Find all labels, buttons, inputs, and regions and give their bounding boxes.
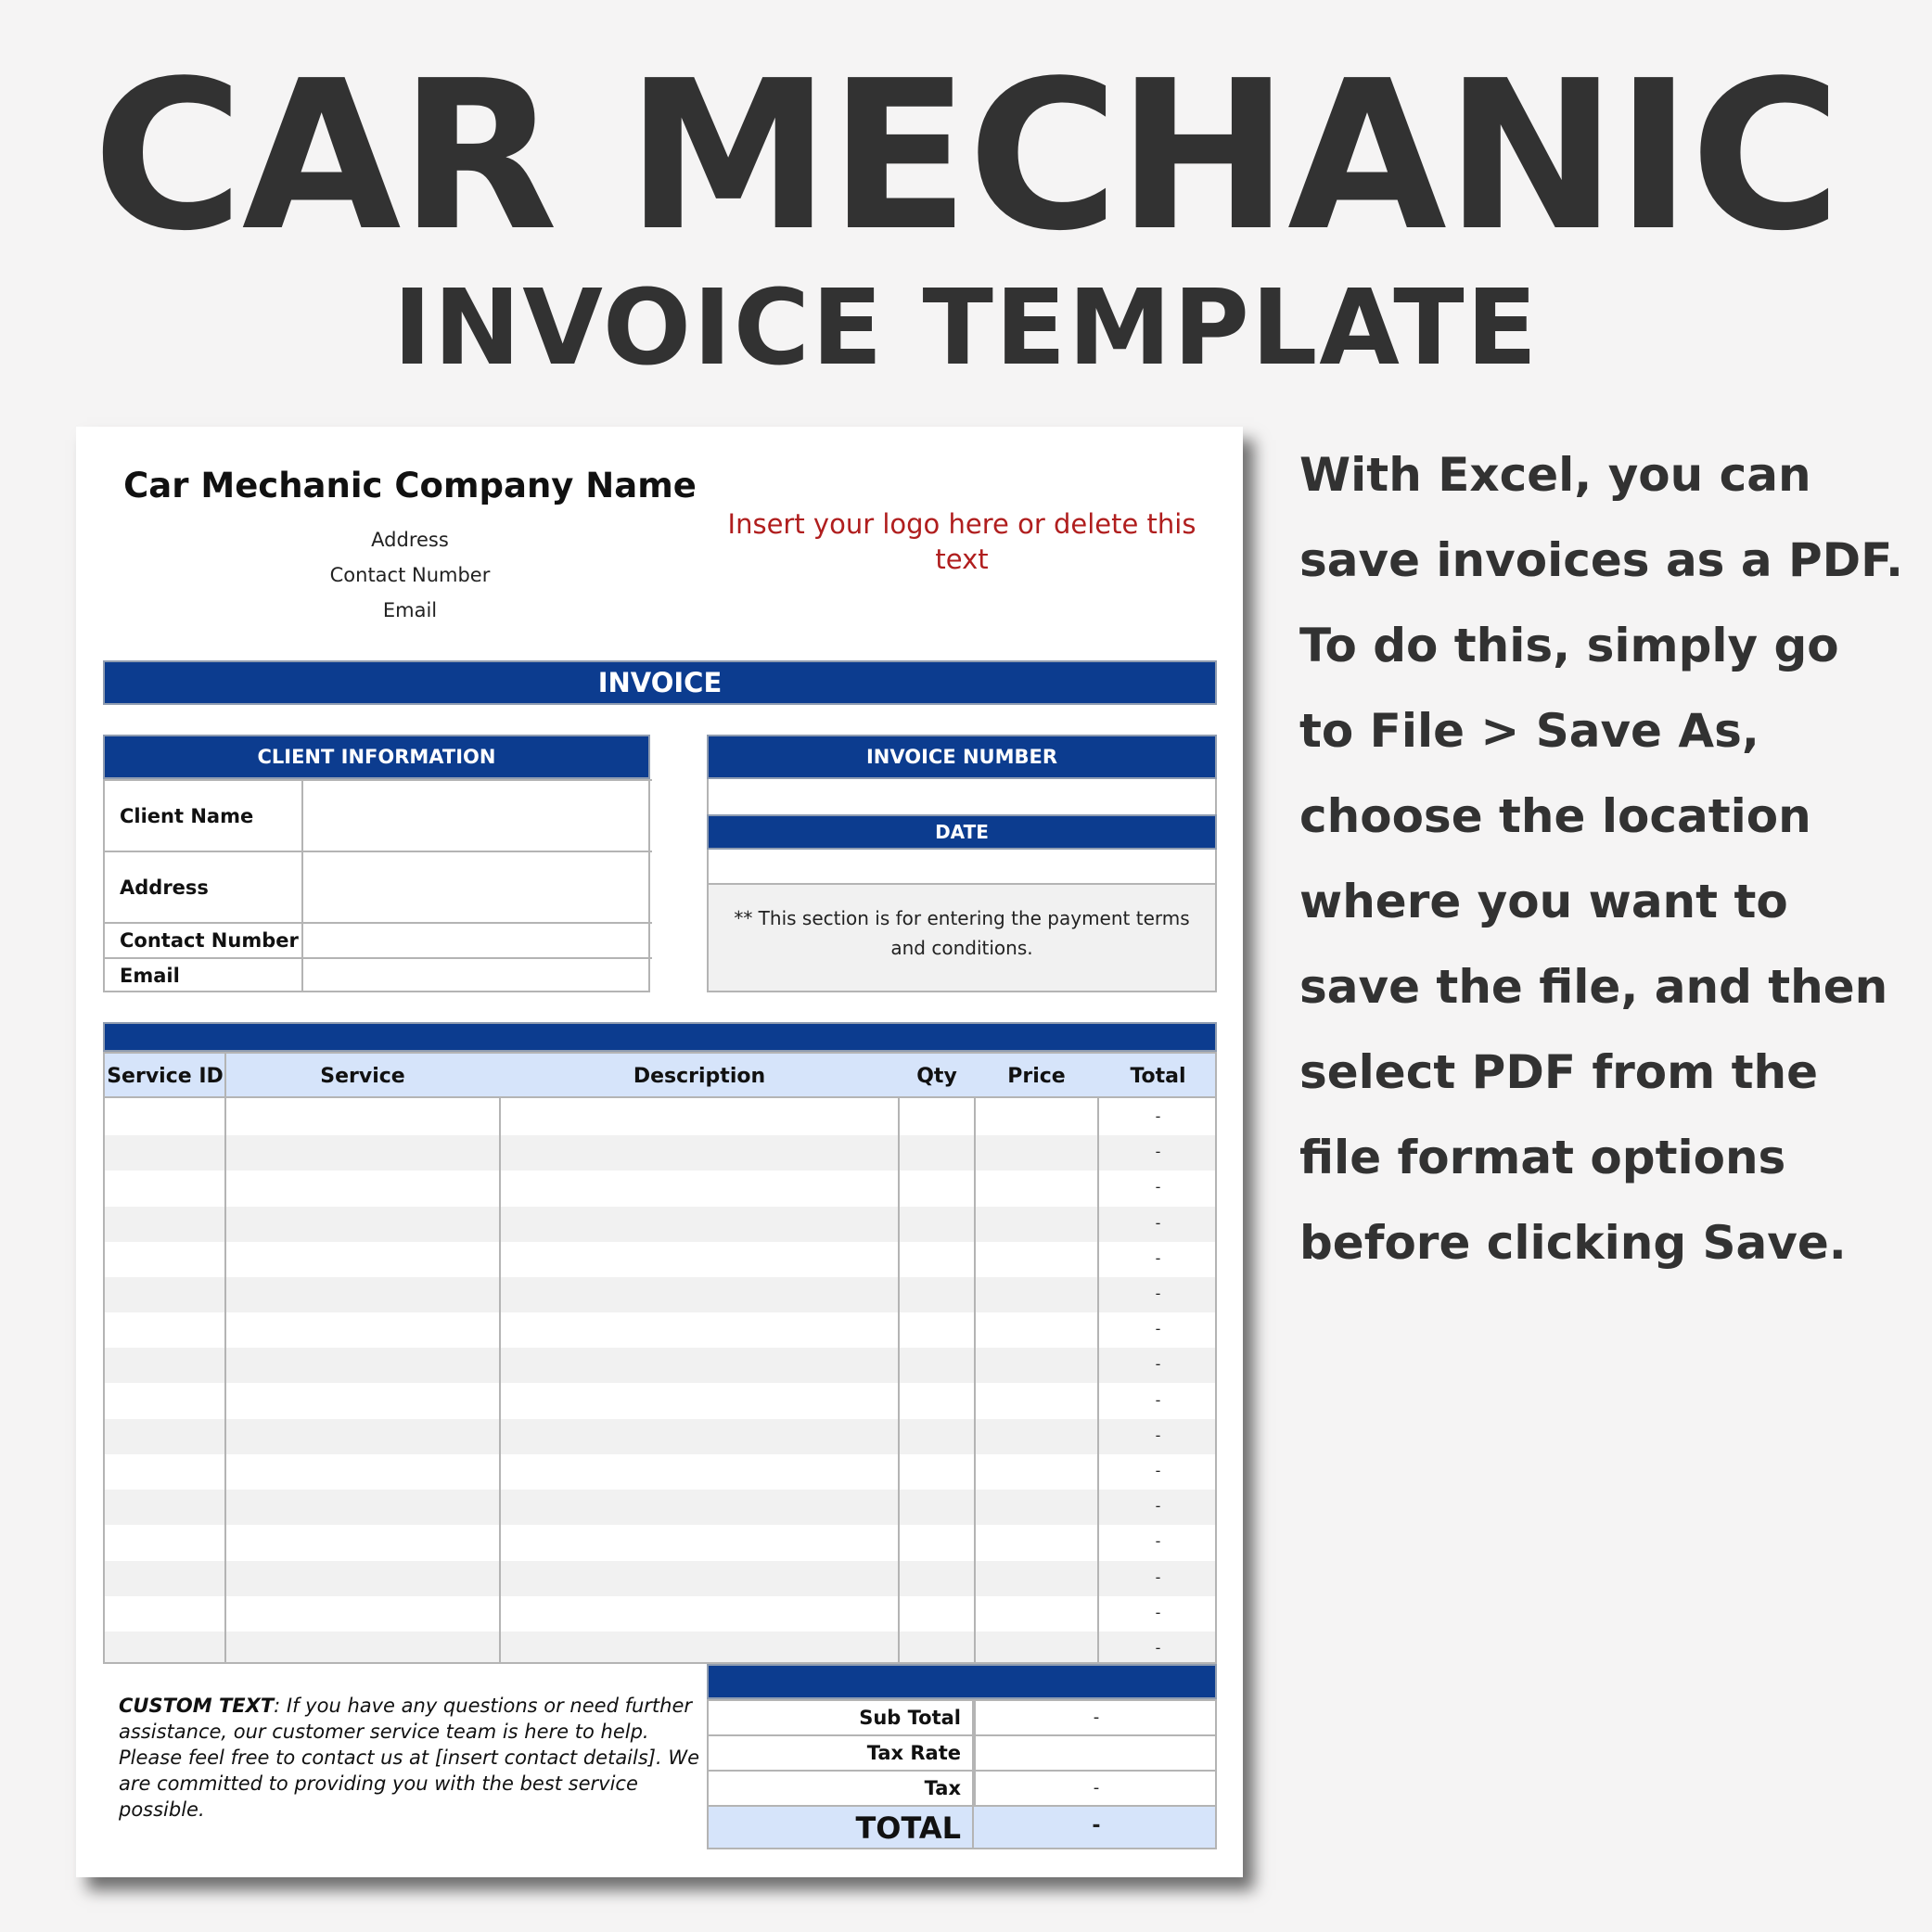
client-name-row[interactable] bbox=[105, 779, 652, 851]
instructions-line: to File > Save As, bbox=[1299, 704, 1759, 758]
instructions-line: file format options bbox=[1299, 1131, 1786, 1184]
company-address[interactable]: Address bbox=[371, 529, 449, 551]
instructions-line: select PDF from the bbox=[1299, 1045, 1819, 1099]
tax-rate-row[interactable] bbox=[709, 1736, 1215, 1772]
items-table-topbar bbox=[103, 1022, 1217, 1052]
payment-terms-note[interactable]: ** This section is for entering the payment terms and conditions. bbox=[709, 885, 1215, 991]
row-total: - bbox=[1155, 1143, 1161, 1161]
table-row[interactable] bbox=[105, 1348, 1217, 1383]
client-address-label: Address bbox=[105, 852, 303, 922]
company-contact-number[interactable]: Contact Number bbox=[329, 564, 491, 586]
instructions-line: To do this, simply go bbox=[1299, 619, 1839, 672]
table-row[interactable] bbox=[105, 1631, 1217, 1664]
table-row[interactable] bbox=[105, 1490, 1217, 1525]
custom-text-body: : If you have any questions or need further assistance, our customer service team is here to help. Please feel free to contact us at [insert contact details]. We are committed to providing you with the best service possible. bbox=[119, 1695, 700, 1821]
col-qty: Qty bbox=[916, 1064, 957, 1088]
date-field[interactable] bbox=[709, 850, 1215, 885]
col-description: Description bbox=[633, 1064, 766, 1088]
table-row[interactable] bbox=[105, 1277, 1217, 1312]
invoice-number-field[interactable] bbox=[709, 779, 1215, 814]
row-total: - bbox=[1155, 1320, 1161, 1338]
invoice-meta-block bbox=[707, 735, 1217, 992]
company-email[interactable]: Email bbox=[382, 599, 438, 621]
table-row[interactable] bbox=[105, 1454, 1217, 1490]
date-header: DATE bbox=[707, 814, 1217, 850]
column-divider bbox=[1097, 1098, 1099, 1664]
table-row[interactable] bbox=[105, 1171, 1217, 1206]
column-divider bbox=[224, 1054, 226, 1664]
client-email-row[interactable] bbox=[105, 957, 652, 992]
subtotal-value: - bbox=[1093, 1708, 1100, 1727]
table-row[interactable] bbox=[105, 1312, 1217, 1348]
row-total: - bbox=[1155, 1639, 1161, 1657]
col-total: Total bbox=[1130, 1064, 1186, 1088]
client-name-label: Client Name bbox=[105, 781, 303, 851]
table-row[interactable] bbox=[105, 1207, 1217, 1242]
client-contact-label: Contact Number bbox=[105, 924, 303, 957]
table-row[interactable] bbox=[105, 1561, 1217, 1596]
hero-title: CAR MECHANIC bbox=[92, 37, 1840, 276]
invoice-number-header: INVOICE NUMBER bbox=[707, 735, 1217, 779]
table-row[interactable] bbox=[105, 1100, 1217, 1135]
row-total: - bbox=[1155, 1567, 1161, 1586]
row-total: - bbox=[1155, 1355, 1161, 1374]
column-divider bbox=[499, 1098, 501, 1664]
tax-rate-label: Tax Rate bbox=[866, 1742, 961, 1764]
col-service-id: Service ID bbox=[107, 1064, 224, 1088]
client-info-block bbox=[103, 735, 650, 992]
totals-topbar bbox=[707, 1664, 1217, 1699]
row-total: - bbox=[1155, 1248, 1161, 1267]
totals-divider bbox=[972, 1699, 974, 1849]
client-address-row[interactable] bbox=[105, 851, 652, 922]
row-total: - bbox=[1155, 1285, 1161, 1302]
row-total: - bbox=[1155, 1462, 1161, 1479]
column-divider bbox=[974, 1098, 976, 1664]
table-row[interactable] bbox=[105, 1525, 1217, 1560]
client-contact-row[interactable] bbox=[105, 922, 652, 957]
row-total: - bbox=[1155, 1426, 1161, 1444]
custom-text[interactable] bbox=[119, 1693, 712, 1823]
column-divider bbox=[898, 1098, 900, 1664]
tax-row bbox=[709, 1772, 1215, 1807]
row-total: - bbox=[1155, 1532, 1161, 1551]
total-label: TOTAL bbox=[855, 1810, 961, 1846]
custom-text-label: CUSTOM TEXT bbox=[119, 1695, 275, 1717]
instructions-text bbox=[1299, 432, 1912, 1286]
instructions-line: save invoices as a PDF. bbox=[1299, 533, 1903, 587]
row-total: - bbox=[1155, 1603, 1161, 1621]
subtotal-row bbox=[709, 1701, 1215, 1736]
table-row[interactable] bbox=[105, 1384, 1217, 1419]
table-row[interactable] bbox=[105, 1242, 1217, 1277]
invoice-banner: INVOICE bbox=[103, 660, 1217, 705]
items-table bbox=[103, 1052, 1217, 1664]
logo-placeholder[interactable]: Insert your logo here or delete this text bbox=[727, 508, 1196, 575]
invoice-sheet bbox=[76, 427, 1243, 1877]
col-service: Service bbox=[320, 1064, 405, 1088]
instructions-line: where you want to bbox=[1299, 875, 1788, 928]
instructions-line: choose the location bbox=[1299, 789, 1811, 843]
instructions-line: before clicking Save. bbox=[1299, 1216, 1847, 1270]
totals-block bbox=[707, 1699, 1217, 1849]
company-name[interactable]: Car Mechanic Company Name bbox=[123, 466, 697, 505]
hero-subtitle: INVOICE TEMPLATE bbox=[392, 268, 1540, 389]
table-row[interactable] bbox=[105, 1419, 1217, 1454]
tax-value: - bbox=[1093, 1778, 1100, 1798]
instructions-line: With Excel, you can bbox=[1299, 448, 1811, 502]
tax-label: Tax bbox=[924, 1777, 961, 1799]
table-row[interactable] bbox=[105, 1135, 1217, 1171]
row-total: - bbox=[1155, 1107, 1161, 1125]
table-row[interactable] bbox=[105, 1596, 1217, 1631]
client-email-label: Email bbox=[105, 959, 303, 992]
subtotal-label: Sub Total bbox=[859, 1707, 961, 1729]
row-total: - bbox=[1155, 1178, 1161, 1196]
row-total: - bbox=[1155, 1213, 1161, 1232]
row-total: - bbox=[1155, 1497, 1161, 1516]
total-value: - bbox=[1092, 1814, 1101, 1837]
col-price: Price bbox=[1007, 1064, 1066, 1088]
client-info-header: CLIENT INFORMATION bbox=[103, 735, 650, 779]
row-total: - bbox=[1155, 1390, 1161, 1409]
total-row bbox=[709, 1807, 1215, 1848]
instructions-line: save the file, and then bbox=[1299, 960, 1888, 1014]
